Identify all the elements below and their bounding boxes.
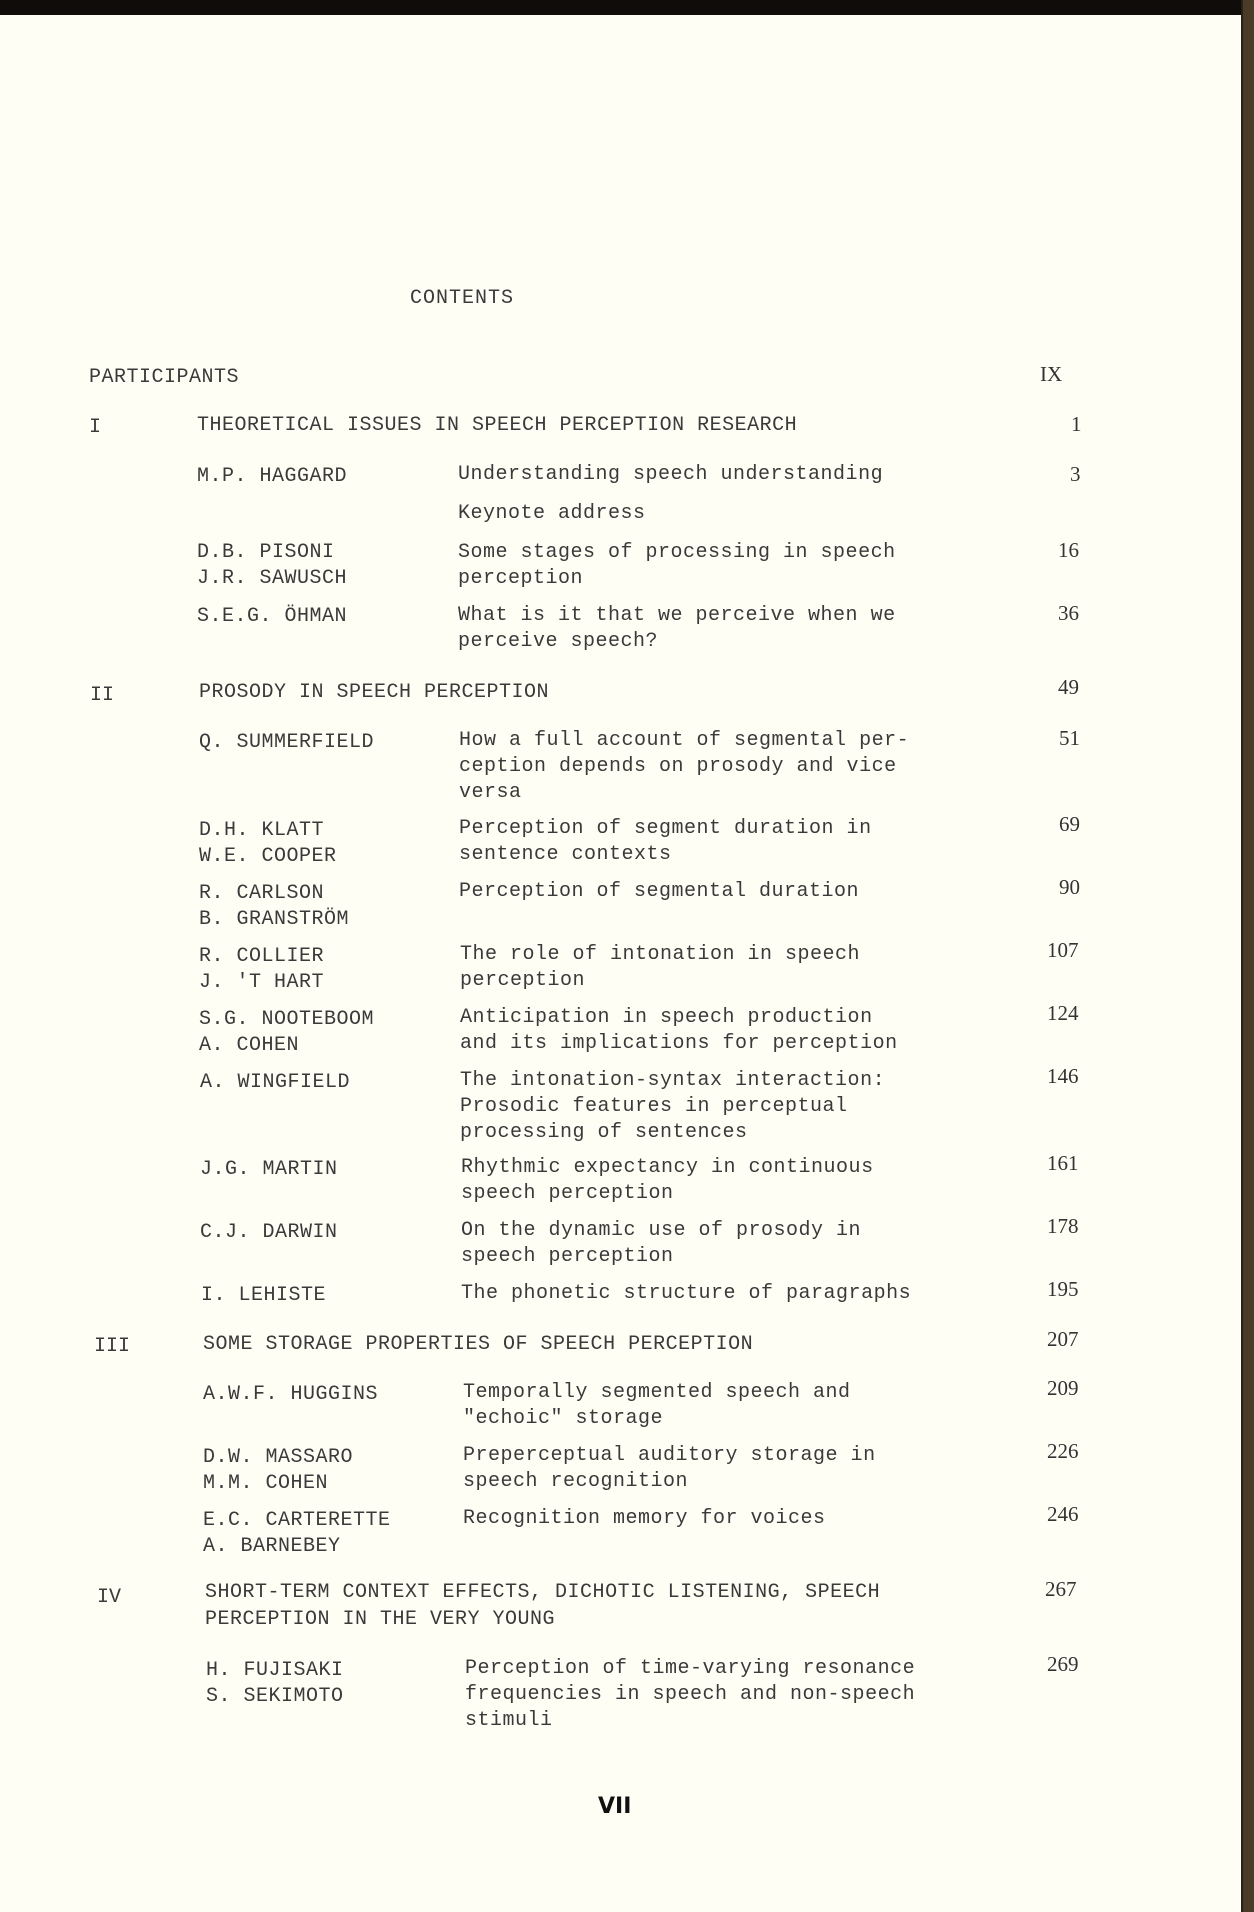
section-title: SHORT-TERM CONTEXT EFFECTS, DICHOTIC LISTENING, SPEECH PERCEPTION IN THE VERY YOUNG (205, 1581, 881, 1631)
entry-title: Preperceptual auditory storage in speech recognition (463, 1444, 876, 1493)
entry-author: A.W.F. HUGGINS (203, 1383, 379, 1406)
entry-author: C.J. DARWIN (200, 1221, 338, 1244)
entry-title: What is it that we perceive when we perceive speech? (458, 604, 896, 653)
entry-page: 16 (1058, 538, 1079, 562)
entry-title: Anticipation in speech production and its implications for perception (460, 1006, 898, 1055)
section-page: 49 (1058, 675, 1079, 699)
entry-author: M.P. HAGGARD (197, 465, 348, 488)
entry-author: D.W. MASSARO (203, 1446, 354, 1469)
entry-page: 90 (1059, 875, 1080, 899)
entry-author: Q. SUMMERFIELD (199, 731, 375, 754)
entry-page: 195 (1047, 1277, 1079, 1301)
section-title: THEORETICAL ISSUES IN SPEECH PERCEPTION RESEARCH (197, 414, 798, 437)
entry-title: The phonetic structure of paragraphs (461, 1282, 912, 1305)
entry-author: S. SEKIMOTO (206, 1685, 344, 1708)
entry-title: Perception of segment duration in sentence contexts (459, 817, 872, 866)
section-numeral: IV (97, 1586, 122, 1609)
section-title: SOME STORAGE PROPERTIES OF SPEECH PERCEPTION (203, 1333, 754, 1356)
entry-title: On the dynamic use of prosody in speech perception (461, 1219, 862, 1268)
entry-page: 107 (1047, 938, 1079, 962)
entry-author: R. CARLSON (199, 882, 325, 905)
entry-page: 226 (1047, 1439, 1079, 1463)
section-page: 207 (1047, 1327, 1079, 1351)
entry-title: Some stages of processing in speech perception (458, 541, 896, 590)
entry-page: 146 (1047, 1064, 1079, 1088)
entry-author: A. BARNEBEY (203, 1535, 341, 1558)
entry-author: B. GRANSTRÖM (199, 908, 350, 931)
entry-page: 124 (1047, 1001, 1079, 1025)
entry-author: J.G. MARTIN (200, 1158, 338, 1181)
entry-author: M.M. COHEN (203, 1472, 329, 1495)
entry-page: 3 (1070, 462, 1081, 486)
entry-author: E.C. CARTERETTE (203, 1509, 391, 1532)
section-page: 1 (1071, 412, 1082, 436)
entry-author: W.E. COOPER (199, 845, 337, 868)
entry-author: A. WINGFIELD (200, 1071, 351, 1094)
entry-page: 246 (1047, 1502, 1079, 1526)
entry-author: I. LEHISTE (201, 1284, 327, 1307)
entry-page: 269 (1047, 1652, 1079, 1676)
scan-right-edge (1241, 0, 1254, 1912)
entry-page: 51 (1059, 726, 1080, 750)
section-page: 267 (1045, 1577, 1077, 1601)
entry-title: Keynote address (458, 502, 646, 525)
participants-page: IX (1040, 362, 1063, 386)
entry-page: 178 (1047, 1214, 1079, 1238)
section-numeral: I (89, 416, 102, 439)
entry-page: 69 (1059, 812, 1080, 836)
entry-page: 36 (1058, 601, 1079, 625)
entry-page: 161 (1047, 1151, 1079, 1175)
entry-author: R. COLLIER (199, 945, 325, 968)
entry-title: Perception of time-varying resonance frequencies in speech and non-speech stimuli (465, 1657, 916, 1732)
entry-title: Recognition memory for voices (463, 1507, 826, 1530)
entry-author: H. FUJISAKI (206, 1659, 344, 1682)
entry-author: S.E.G. ÖHMAN (197, 605, 348, 628)
entry-page: 209 (1047, 1376, 1079, 1400)
entry-title: Understanding speech understanding (458, 463, 884, 486)
entry-title: How a full account of segmental per- ception depends on prosody and vice versa (459, 729, 910, 804)
entry-author: A. COHEN (199, 1034, 300, 1057)
entry-title: Temporally segmented speech and "echoic" storage (463, 1381, 851, 1430)
section-numeral: II (90, 684, 115, 707)
entry-author: S.G. NOOTEBOOM (199, 1008, 375, 1031)
entry-author: J.R. SAWUSCH (197, 567, 348, 590)
section-title: PROSODY IN SPEECH PERCEPTION (199, 681, 550, 704)
entry-author: D.H. KLATT (199, 819, 325, 842)
scan-top-border (0, 0, 1254, 15)
entry-author: D.B. PISONI (197, 541, 335, 564)
entry-author: J. 'T HART (199, 971, 325, 994)
entry-title: Perception of segmental duration (459, 880, 860, 903)
entry-title: The role of intonation in speech perception (460, 943, 861, 992)
page-title: CONTENTS (410, 287, 515, 310)
entry-title: The intonation-syntax interaction: Prosodic features in perceptual processing of sentences (460, 1069, 886, 1144)
section-numeral: III (94, 1335, 131, 1358)
page-folio: VII (598, 1794, 632, 1819)
entry-title: Rhythmic expectancy in continuous speech perception (461, 1156, 874, 1205)
participants-label: PARTICIPANTS (89, 366, 240, 389)
